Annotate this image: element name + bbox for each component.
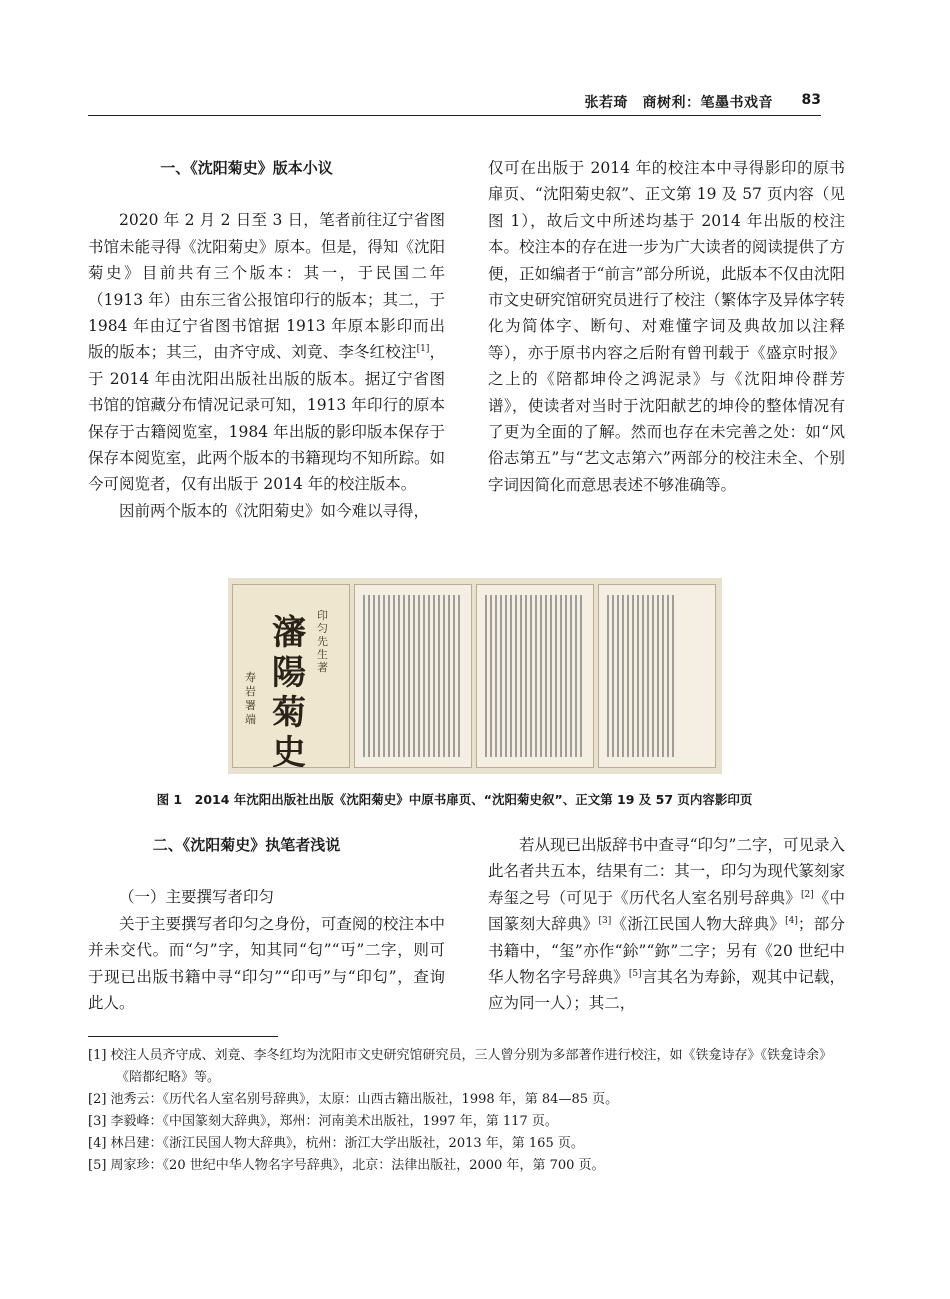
paragraph-text: 《浙江民国人物大辞典》 xyxy=(611,915,786,934)
paragraph-text: 言其名为寿鉩，观其中记载，应为同一人）；其二， xyxy=(488,968,845,1013)
page-number: 83 xyxy=(801,92,821,108)
footnote-ref-2[interactable]: [2] xyxy=(800,889,814,900)
cover-author: 印匀先生著 xyxy=(317,609,328,674)
header-title: 张若琦 商树利：笔墨书戏音 xyxy=(584,95,773,111)
footnote-divider xyxy=(88,1036,278,1037)
footnote: [5] 周家珍：《20 世纪中华人物名字号辞典》，北京：法律出版社，2000 年，第 700 页。 xyxy=(88,1158,605,1173)
cover-seal: 寿岩署端 xyxy=(245,671,256,726)
figure-caption: 图 1 2014 年沈阳出版社出版《沈阳菊史》中原书扉页、“沈阳菊史叙”、正文第 19 及 57 页内容影印页 xyxy=(156,792,753,807)
footnote-ref-1[interactable]: [1] xyxy=(416,344,430,355)
cover-title: 瀋陽菊史 xyxy=(272,613,306,768)
figure-1-image xyxy=(228,578,722,774)
text-page-19-image xyxy=(476,584,594,768)
paragraph-text: 2020 年 2 月 2 日至 3 日，笔者前往辽宁省图书馆未能寻得《沈阳菊史》原本。但是，得知《沈阳菊史》目前共有三个版本：其一，于民国二年（1913 年）由东三省公报馆印行的版本；其二，于 1984 年由辽宁省图书馆据 1913 年原本影印而出版的版本；其三，由齐守成、刘竟、李冬红校注 xyxy=(88,211,445,362)
section-2-paragraph-1: 关于主要撰写者印匀之身份，可查阅的校注本中并未交代。而“匀”字，知其同“匂”“丏”二字，则可于现已出版书籍中寻“印匀”“印丏”与“印匂”，查询此人。 xyxy=(88,914,445,1013)
cover-page-image xyxy=(232,584,350,768)
section-1-paragraph-1 xyxy=(88,207,445,497)
footnote-ref-5[interactable]: [5] xyxy=(628,969,642,980)
subsection-heading: （一）主要撰写者印匀 xyxy=(119,888,275,907)
footnote: [4] 林吕建：《浙江民国人物大辞典》，杭州：浙江大学出版社，2013 年，第 165 页。 xyxy=(88,1136,584,1151)
footnotes xyxy=(88,1045,845,1177)
paragraph-text: 若从现已出版辞书中查寻“印匀”二字，可见录入此名者共五本，结果有二：其一，印匀为现代篆刻家寿玺之号（可见于《历代名人室名别号辞典》 xyxy=(488,836,845,907)
paragraph-text: ，于 2014 年由沈阳出版社出版的版本。据辽宁省图书馆的馆藏分布情况记录可知，1913 年印行的原本保存于古籍阅览室，1984 年出版的影印版本保存于保存本阅览室，此两个版本的书籍现均不知所踪。如今可阅览者，仅有出版于 2014 年的校注版本。 xyxy=(88,343,445,494)
upper-left-column xyxy=(88,155,445,524)
footnote: [2] 池秀云：《历代名人室名别号辞典》，太原：山西古籍出版社，1998 年，第 84—85 页。 xyxy=(88,1092,619,1107)
footnote: [1] 校注人员齐守成、刘竟、李冬红均为沈阳市文史研究馆研究员，三人曾分别为多部著作进行校注，如《铁龛诗存》《铁龛诗余》《陪都纪略》等。 xyxy=(88,1048,833,1085)
text-page-57-image xyxy=(598,584,716,768)
footnote: [3] 李毅峰：《中国篆刻大辞典》，郑州：河南美术出版社，1997 年，第 117 页。 xyxy=(88,1114,558,1129)
lower-right-column xyxy=(488,832,845,1017)
section-1-paragraph-2: 因前两个版本的《沈阳菊史》如今难以寻得， xyxy=(119,501,430,520)
footnote-ref-4[interactable]: [4] xyxy=(785,916,798,927)
section-1-paragraph-2-continued: 仅可在出版于 2014 年的校注本中寻得影印的原书扉页、“沈阳菊史叙”、正文第 19 及 57 页内容（见图 1），故后文中所述均基于 2014 年出版的校注本。校注本的存在进一步为广大读者的阅读提供了方便，正如编者于“前言”部分所说，此版本不仅由沈阳市文史研究馆研究员进行了校注（繁体字及异体字转化为简体字、断句、对难懂字词及典故加以注释等），亦于原书内容之后附有曾刊载于《盛京时报》之上的《陪都坤伶之鸿泥录》与《沈阳坤伶群芳谱》，使读者对当时于沈阳献艺的坤伶的整体情况有了更为全面的了解。然而也存在未完善之处：如“风俗志第五”与“艺文志第六”两部分的校注未全、个别字词因简化而意思表述不够准确等。 xyxy=(488,159,845,494)
upper-right-column xyxy=(488,155,845,498)
paragraph-text: ；部分书籍中，“玺”亦作“鉩”“鉨”二字；另有《20 世纪中华人物名字号辞典》 xyxy=(488,915,845,987)
running-header xyxy=(88,88,821,116)
footnote-ref-3[interactable]: [3] xyxy=(598,916,612,927)
paragraph-text: 《中国篆刻大辞典》 xyxy=(488,888,845,934)
preface-page-image xyxy=(354,584,472,768)
section-2-title: 二、《沈阳菊史》执笔者浅说 xyxy=(152,836,341,854)
section-2-paragraph-2 xyxy=(488,832,845,1017)
section-1-title: 一、《沈阳菊史》版本小议 xyxy=(160,159,333,177)
lower-left-column xyxy=(88,832,445,1016)
